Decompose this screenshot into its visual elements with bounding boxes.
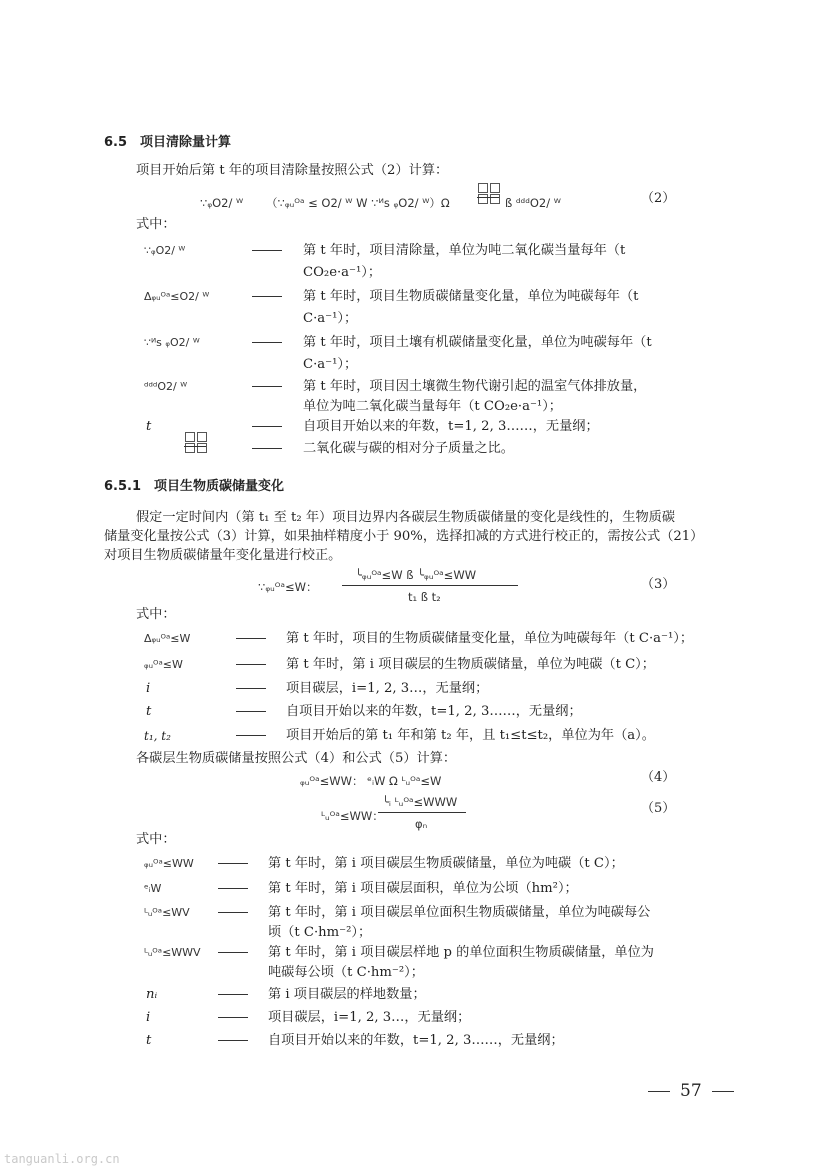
def-text: 自项目开始以来的年数，t=1, 2, 3……，无量纲； [268, 1033, 564, 1048]
def-text: 项目碳层，i=1, 2, 3…，无量纲； [286, 681, 489, 696]
formula-5-numerator: ╰ᵢ ᴸᵤᴼᵃ≤WWW [382, 795, 458, 809]
page-number [638, 1082, 744, 1100]
def-dash [218, 1032, 248, 1050]
def-dash [218, 986, 248, 1004]
def-dash [236, 630, 266, 648]
def-text-cont: 单位为吨二氧化碳当量每年（t CO₂e·a⁻¹）； [303, 399, 562, 414]
def-text: 第 t 年时，第 i 项目碳层面积，单位为公顷（hm²）； [268, 881, 578, 896]
page-number-value: 57 [680, 1081, 702, 1101]
equation-number-2: （2） [641, 191, 676, 206]
def-text: 第 t 年时，第 i 项目碳层生物质碳储量，单位为吨碳（t C）； [268, 856, 624, 871]
page-number-dash [712, 1091, 734, 1092]
def-text-cont: CO₂e·a⁻¹）； [303, 265, 382, 280]
def-text: 第 t 年时，第 i 项目碳层的生物质碳储量，单位为吨碳（t C）； [286, 657, 655, 672]
def-symbol: ᵩᵤᴼᵃ≤W [144, 658, 183, 671]
def-symbol: ᵈᵈᵈO2/ ᵂ [144, 380, 188, 393]
formula-2-right: （∵ᵩᵤᴼᵃ ≤ O2/ ᵂ W ∵ᴻs ᵩO2/ ᵂ）Ω [266, 196, 450, 210]
def-dash [252, 418, 282, 436]
paragraph-line: 对项目生物质碳储量年变化量进行校正。 [104, 548, 342, 563]
equation-number-4: （4） [641, 770, 676, 785]
def-dash [236, 727, 266, 745]
def-dash [218, 904, 248, 922]
intro-paragraph: 项目开始后第 t 年的项目清除量按照公式（2）计算： [136, 163, 449, 178]
def-text: 第 t 年时，项目土壤有机碳储量变化量，单位为吨碳每年（t [303, 335, 652, 350]
def-symbol: i [146, 681, 151, 696]
def-dash [218, 1009, 248, 1027]
def-dash [218, 855, 248, 873]
where-label: 式中： [136, 607, 176, 622]
formula-3-left: ∵ᵩᵤᴼᵃ≤W： [258, 580, 318, 594]
paragraph-line: 假定一定时间内（第 t₁ 至 t₂ 年）项目边界内各碳层生物质碳储量的变化是线性的，生物质碳 [136, 510, 676, 525]
def-symbol: ᵩᵤᴼᵃ≤WW [144, 857, 194, 870]
def-text: 第 t 年时，项目因土壤微生物代谢引起的温室气体排放量， [303, 379, 647, 394]
section-heading-6-5: 6.5 项目清除量计算 [104, 135, 232, 150]
formula-2-tail: ß ᵈᵈᵈO2/ ᵂ [505, 196, 561, 210]
def-symbol: Δᵩᵤᴼᵃ≤O2/ ᵂ [144, 290, 210, 303]
def-text-cont: C·a⁻¹）； [303, 357, 358, 372]
def-symbol: ∵ᵩO2/ ᵂ [144, 244, 186, 257]
equation-number-3: （3） [641, 577, 676, 592]
fraction-glyph [477, 183, 501, 204]
def-text: 第 i 项目碳层的样地数量； [268, 987, 426, 1002]
def-text: 第 t 年时，项目的生物质碳储量变化量，单位为吨碳每年（t C·a⁻¹）； [286, 631, 694, 646]
section-heading-6-5-1: 6.5.1 项目生物质碳储量变化 [104, 479, 285, 494]
def-text: 自项目开始以来的年数，t=1, 2, 3……，无量纲； [286, 704, 582, 719]
def-dash [252, 440, 282, 458]
def-text-cont: C·a⁻¹）； [303, 311, 358, 326]
def-text-cont: 吨碳每公顷（t C·hm⁻²）； [268, 965, 424, 980]
equation-number-5: （5） [641, 801, 676, 816]
formula-2-left: ∵ᵩO2/ ᵂ [200, 196, 244, 210]
def-symbol: Δᵩᵤᴼᵃ≤W [144, 632, 191, 645]
def-symbol: i [146, 1010, 151, 1025]
def-symbol: t [146, 704, 152, 719]
where-label: 式中： [136, 217, 176, 232]
def-dash [252, 288, 282, 306]
def-dash [236, 703, 266, 721]
formula-5-left: ᴸᵤᴼᵃ≤WW： [321, 809, 384, 823]
def-symbol: t [146, 1033, 152, 1048]
def-dash [218, 880, 248, 898]
formula-3-denominator: t₁ ß t₂ [408, 590, 441, 604]
def-symbol: nᵢ [146, 987, 158, 1002]
def-text: 第 t 年时，第 i 项目碳层样地 p 的单位面积生物质碳储量，单位为 [268, 945, 654, 960]
def-dash [252, 334, 282, 352]
formula-5-denominator: φₙ [415, 817, 428, 831]
def-text: 项目碳层，i=1, 2, 3…，无量纲； [268, 1010, 471, 1025]
def-symbol: t [146, 419, 152, 434]
page-number-dash [648, 1091, 670, 1092]
def-symbol: t₁, t₂ [144, 729, 171, 743]
def-dash [236, 656, 266, 674]
def-symbol: ∵ᴻs ᵩO2/ ᵂ [144, 336, 200, 349]
formula-4-body: ᵩᵤᴼᵃ≤WW： ᵉᵢW Ω ᴸᵤᴼᵃ≤W [300, 774, 442, 788]
fraction-glyph [184, 432, 208, 453]
watermark: tanguanli.org.cn [4, 1152, 120, 1166]
def-symbol: ᴸᵤᴼᵃ≤WV [144, 906, 190, 919]
intro-paragraph: 各碳层生物质碳储量按照公式（4）和公式（5）计算： [136, 751, 457, 766]
def-symbol: ᵉᵢW [144, 882, 162, 895]
def-text: 第 t 年时，项目生物质碳储量变化量，单位为吨碳每年（t [303, 289, 639, 304]
def-dash [218, 944, 248, 962]
def-text: 二氧化碳与碳的相对分子质量之比。 [303, 441, 514, 456]
def-dash [252, 242, 282, 260]
formula-3-numerator: ╰ᵩᵤᴼᵃ≤W ß ╰ᵩᵤᴼᵃ≤WW [355, 568, 477, 582]
paragraph-line: 储量变化量按公式（3）计算，如果抽样精度小于 90%，选择扣减的方式进行校正的，需按公式（21） [104, 529, 704, 544]
def-dash [236, 680, 266, 698]
where-label: 式中： [136, 832, 176, 847]
def-text: 第 t 年时，项目清除量，单位为吨二氧化碳当量每年（t [303, 243, 626, 258]
def-text: 自项目开始以来的年数，t=1, 2, 3……，无量纲； [303, 419, 599, 434]
def-dash [252, 378, 282, 396]
def-text: 项目开始后的第 t₁ 年和第 t₂ 年，且 t₁≤t≤t₂，单位为年（a）。 [286, 728, 655, 743]
def-text-cont: 顷（t C·hm⁻²）； [268, 925, 372, 940]
def-symbol: ᴸᵤᴼᵃ≤WWV [144, 946, 201, 959]
def-text: 第 t 年时，第 i 项目碳层单位面积生物质碳储量，单位为吨碳每公 [268, 905, 651, 920]
